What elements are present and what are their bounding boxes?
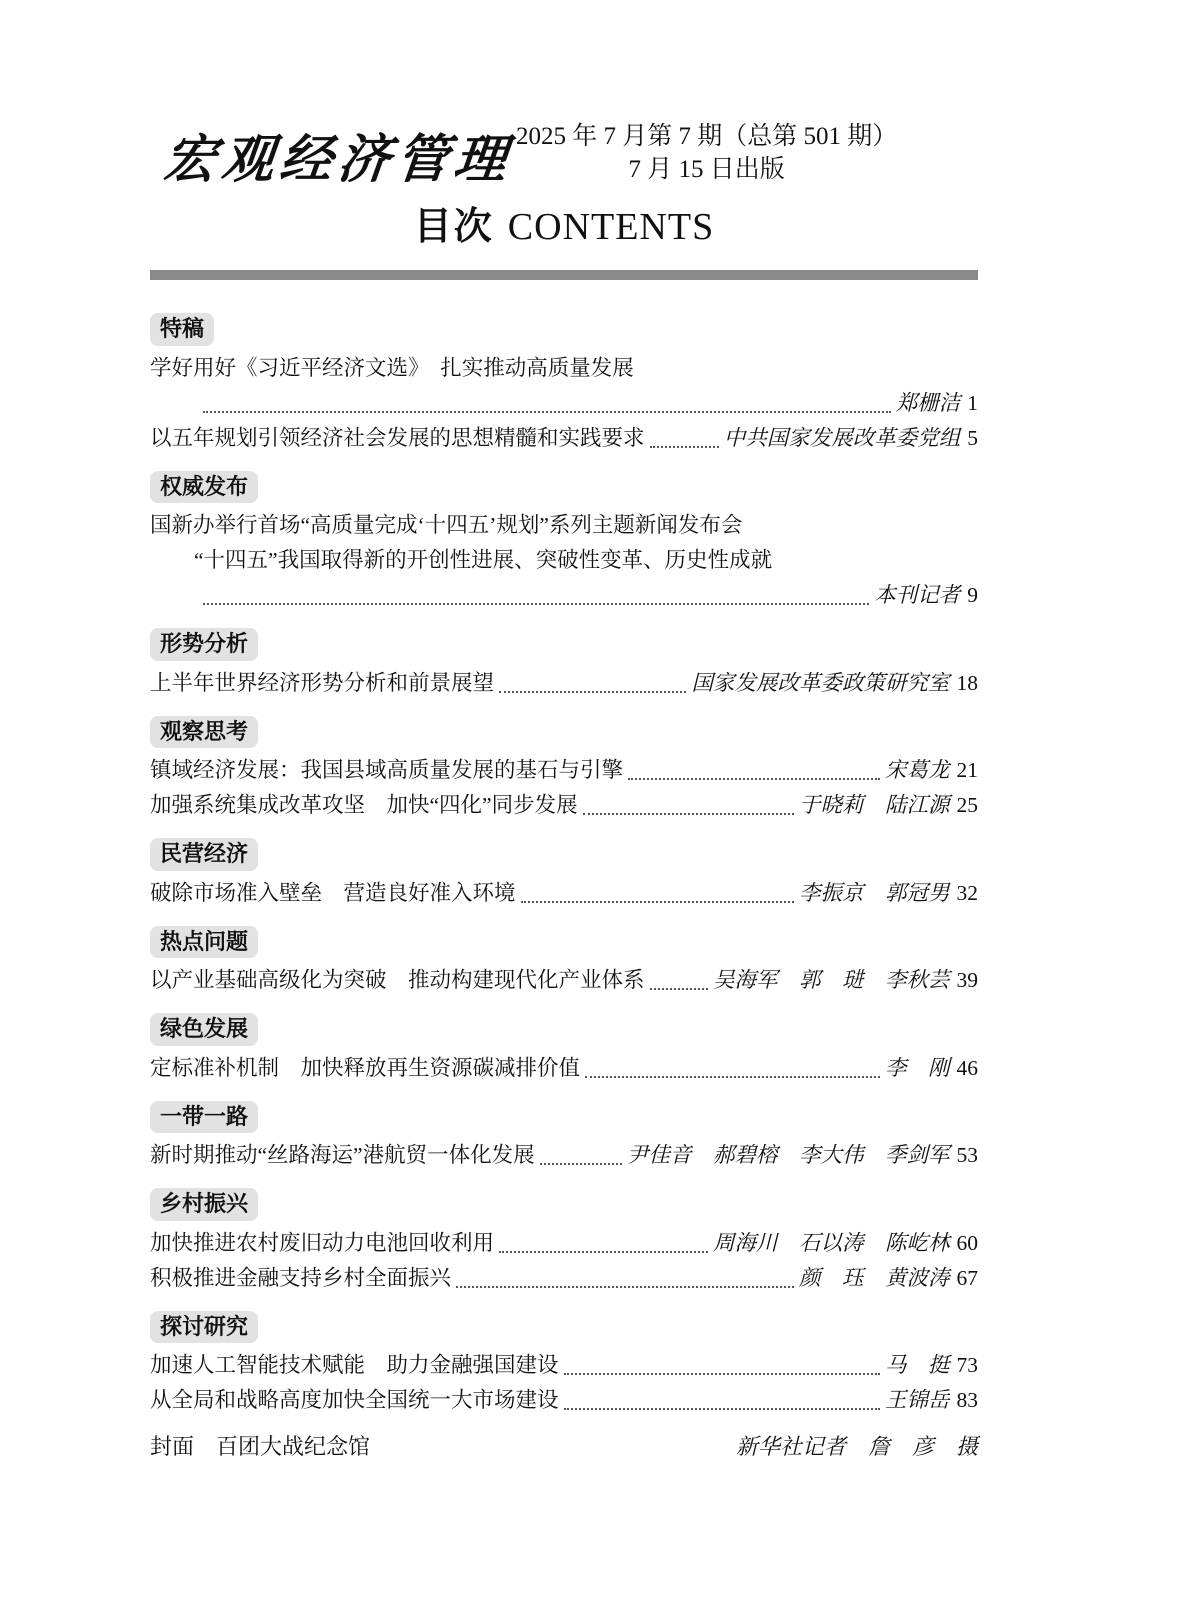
toc-section [150,1296,978,1419]
entry-title: 从全局和战略高度加快全国统一大市场建设 [150,1388,559,1413]
entry-title: 加速人工智能技术赋能 助力金融强国建设 [150,1353,559,1378]
toc-section [150,613,978,701]
dot-leader [583,813,794,815]
dot-leader [456,1286,794,1288]
journal-logo: 宏观经济管理 [161,131,516,189]
entry-page-number: 73 [956,1353,978,1378]
entry-row [150,1348,978,1383]
toc-entry [150,421,978,456]
entry-title: 新时期推动“丝路海运”港航贸一体化发展 [150,1143,535,1168]
entry-row [150,1226,978,1261]
entry-page-number: 53 [956,1143,978,1168]
entry-page-number: 60 [956,1230,978,1255]
entry-page-number: 32 [956,880,978,905]
dot-leader [203,603,869,605]
entry-authors: 郑栅洁 [895,390,961,415]
toc-entry [150,1138,978,1173]
cover-caption: 封面 百团大战纪念馆 [150,1434,371,1460]
entry-row [150,1138,978,1173]
entry-page-number: 21 [956,758,978,783]
section-entries [150,1138,978,1173]
contents-title-zh: 目次 [413,205,494,248]
entry-row [150,876,978,911]
entry-page-number: 67 [956,1265,978,1290]
entry-authors: 国家发展改革委政策研究室 [691,670,950,695]
toc-section [150,1086,978,1174]
entry-page-number: 83 [956,1388,978,1413]
section-entries [150,753,978,823]
section-entries [150,666,978,701]
entry-page-number: 46 [956,1055,978,1080]
cover-photo-credit: 新华社记者 詹 彦 摄 [735,1434,978,1460]
entry-row [150,1051,978,1086]
toc-entry [150,1051,978,1086]
entry-page-number: 25 [956,793,978,818]
toc-entry [150,1261,978,1296]
entry-authors: 周海川 石以涛 陈屹林 [712,1230,950,1255]
entry-row [150,788,978,823]
entry-row [150,1261,978,1296]
dot-leader [650,988,708,990]
entry-title: 国新办举行首场“高质量完成‘十四五’规划”系列主题新闻发布会 [150,513,743,538]
dot-leader [521,901,794,903]
toc-entry [150,666,978,701]
toc-section [150,456,978,614]
dot-leader [499,1251,708,1253]
toc-entry [150,753,978,788]
toc-section [150,911,978,999]
section-badge: 乡村振兴 [150,1188,258,1221]
section-badge: 一带一路 [150,1101,258,1134]
entry-page-number: 39 [956,968,978,993]
section-entries [150,351,978,456]
entry-row [150,1383,978,1418]
issue-block [516,120,897,186]
toc-section [150,998,978,1086]
entry-title: 以产业基础高级化为突破 推动构建现代化产业体系 [150,968,645,993]
entry-authors: 本刊记者 [874,583,961,608]
publish-date-line: 7 月 15 日出版 [628,155,785,183]
toc-section [150,823,978,911]
entry-authors: 尹佳音 郝碧榕 李大伟 季剑军 [626,1143,950,1168]
toc-section [150,701,978,824]
entry-authors: 李 刚 [884,1055,950,1080]
toc-list [150,298,978,1418]
entry-page-number: 9 [967,583,978,608]
entry-page-number: 1 [967,390,978,415]
entry-title: 镇域经济发展：我国县域高质量发展的基石与引擎 [150,758,624,783]
entry-leader-row [150,386,978,421]
entry-authors: 王锦岳 [884,1388,950,1413]
cover-note [150,1430,978,1464]
toc-entry [150,1383,978,1418]
toc-entry [150,1348,978,1383]
entry-title: 积极推进金融支持乡村全面振兴 [150,1265,452,1290]
section-badge: 热点问题 [150,926,258,959]
section-entries [150,876,978,911]
dot-leader [540,1163,622,1165]
entry-page-number: 18 [956,670,978,695]
entry-authors: 宋葛龙 [884,758,950,783]
section-badge: 权威发布 [150,471,258,504]
entry-authors: 吴海军 郭 琎 李秋芸 [712,968,950,993]
section-badge: 观察思考 [150,716,258,749]
dot-leader [203,411,891,413]
section-badge: 民营经济 [150,838,258,871]
dot-leader [499,691,686,693]
entry-page-number: 5 [967,425,978,450]
toc-entry [150,963,978,998]
entry-title: 破除市场准入壁垒 营造良好准入环境 [150,880,516,905]
issue-line: 2025 年 7 月第 7 期（总第 501 期） [516,123,898,150]
entry-leader-row [150,578,978,613]
section-entries [150,508,978,613]
dot-leader [585,1076,880,1078]
section-badge: 形势分析 [150,628,258,661]
section-badge: 探讨研究 [150,1311,258,1344]
toc-section [150,1173,978,1296]
section-entries [150,1051,978,1086]
entry-row [150,963,978,998]
entry-title: 以五年规划引领经济社会发展的思想精髓和实践要求 [150,425,645,450]
toc-entry [150,876,978,911]
toc-entry [150,508,978,613]
toc-entry [150,788,978,823]
toc-entry [150,1226,978,1261]
toc-section [150,298,978,456]
section-entries [150,1226,978,1296]
dot-leader [650,446,719,448]
entry-authors: 于晓莉 陆江源 [798,793,950,818]
entry-title: 上半年世界经济形势分析和前景展望 [150,670,495,695]
entry-title: 加快推进农村废旧动力电池回收利用 [150,1230,495,1255]
section-badge: 绿色发展 [150,1013,258,1046]
entry-title: 学好用好《习近平经济文选》 扎实推动高质量发展 [150,355,634,380]
entry-title: 加强系统集成改革攻坚 加快“四化”同步发展 [150,793,578,818]
dot-leader [564,1408,880,1410]
entry-authors: 中共国家发展改革委党组 [723,425,961,450]
section-entries [150,963,978,998]
entry-title: 定标准补机制 加快释放再生资源碳减排价值 [150,1055,581,1080]
entry-row [150,666,978,701]
entry-title: “十四五”我国取得新的开创性进展、突破性变革、历史性成就 [194,548,773,573]
masthead [150,116,978,191]
entry-authors: 李振京 郭冠男 [798,880,950,905]
section-badge: 特稿 [150,313,214,346]
entry-row [150,753,978,788]
contents-title-en: CONTENTS [507,205,715,248]
entry-row [150,421,978,456]
entry-authors: 颜 珏 黄波涛 [798,1265,950,1290]
section-entries [150,1348,978,1418]
toc-entry [150,351,978,421]
dot-leader [564,1373,880,1375]
dot-leader [628,778,880,780]
contents-title [150,205,978,251]
divider-bar [150,270,978,280]
entry-authors: 马 挺 [884,1353,950,1378]
